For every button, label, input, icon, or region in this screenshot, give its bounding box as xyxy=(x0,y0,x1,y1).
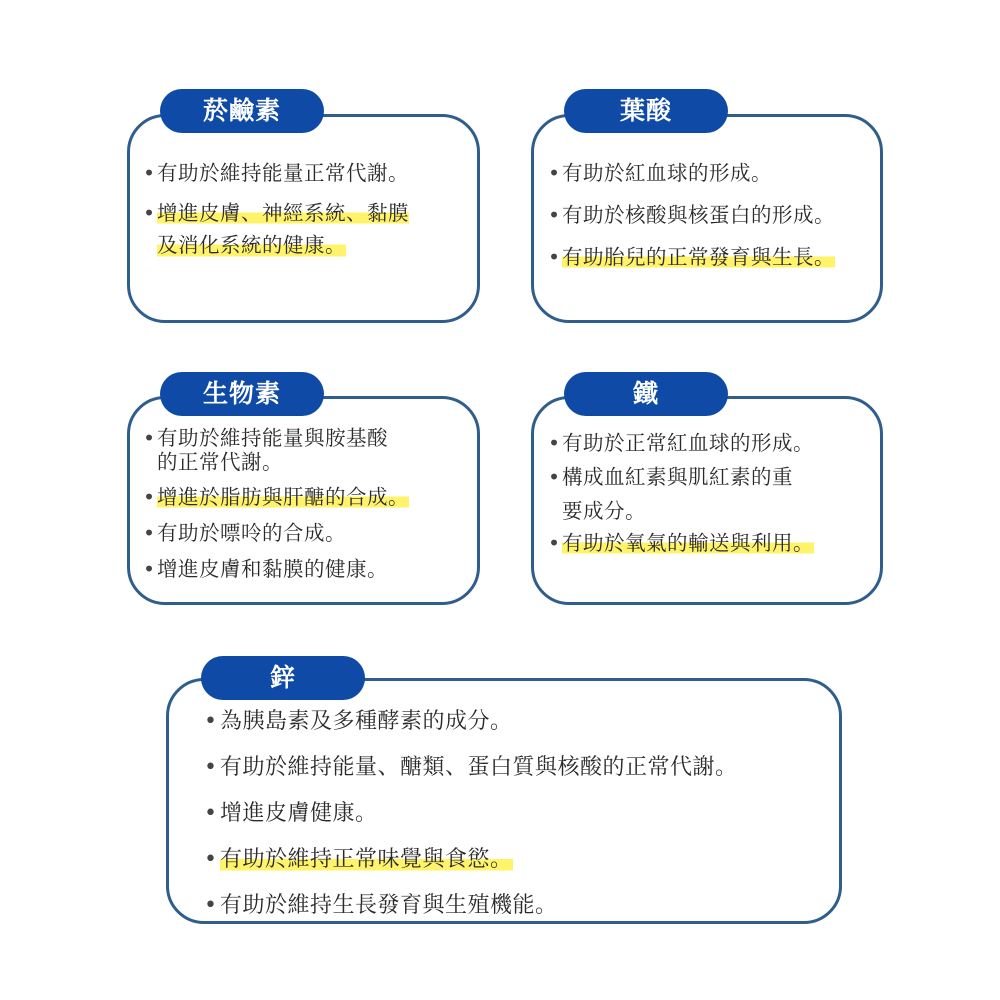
highlight-text: 增進於脂肪與肝醣的合成。 xyxy=(157,485,409,509)
list-item: • 增進皮膚和黏膜的健康。 xyxy=(143,557,388,581)
list-item: • 有助於紅血球的形成。 xyxy=(548,161,772,185)
folic-title: 葉酸 xyxy=(564,89,728,133)
list-item: • 有助於核酸與核蛋白的形成。 xyxy=(548,203,835,227)
biotin-list xyxy=(143,426,409,582)
highlight-text: 及消化系統的健康。 xyxy=(157,233,346,257)
list-item: • 有助於維持生長發育與生殖機能。 xyxy=(204,893,558,918)
list-item: • 有助於維持能量、醣類、蛋白質與核酸的正常代謝。 xyxy=(204,755,738,780)
iron-list xyxy=(548,430,814,556)
list-item: • 有助於維持正常味覺與食慾。 xyxy=(204,847,513,872)
list-item: • 增進皮膚、神經系統、黏膜 及消化系統的健康。 xyxy=(143,201,409,257)
list-item: • 有助於維持能量正常代謝。 xyxy=(143,161,409,185)
list-item: • 增進皮膚健康。 xyxy=(204,801,378,826)
highlight-text: 有助於維持正常味覺與食慾。 xyxy=(220,847,513,872)
list-item: • 構成血紅素與肌紅素的重 要成分。 xyxy=(548,465,793,523)
niacin-title: 菸鹼素 xyxy=(160,89,324,133)
iron-title: 鐵 xyxy=(564,372,728,416)
biotin-title: 生物素 xyxy=(160,372,324,416)
highlight-text: 有助於氧氣的輸送與利用。 xyxy=(562,531,814,555)
list-item: • 有助於氧氣的輸送與利用。 xyxy=(548,531,814,555)
list-item: • 有助於正常紅血球的形成。 xyxy=(548,431,814,455)
folic-list xyxy=(548,160,835,270)
list-item: • 有助於維持能量與胺基酸 的正常代謝。 xyxy=(143,426,388,474)
list-item: • 為胰島素及多種酵素的成分。 xyxy=(204,709,513,734)
zinc-list xyxy=(204,708,738,920)
list-item: • 有助於嘌呤的合成。 xyxy=(143,521,346,545)
niacin-list xyxy=(143,160,409,258)
highlight-text: 增進皮膚、神經系統、黏膜 xyxy=(157,201,409,225)
zinc-title: 鋅 xyxy=(201,656,365,700)
list-item: • 增進於脂肪與肝醣的合成。 xyxy=(143,485,409,509)
highlight-text: 有助胎兒的正常發育與生長。 xyxy=(562,245,835,269)
list-item: • 有助胎兒的正常發育與生長。 xyxy=(548,245,835,269)
